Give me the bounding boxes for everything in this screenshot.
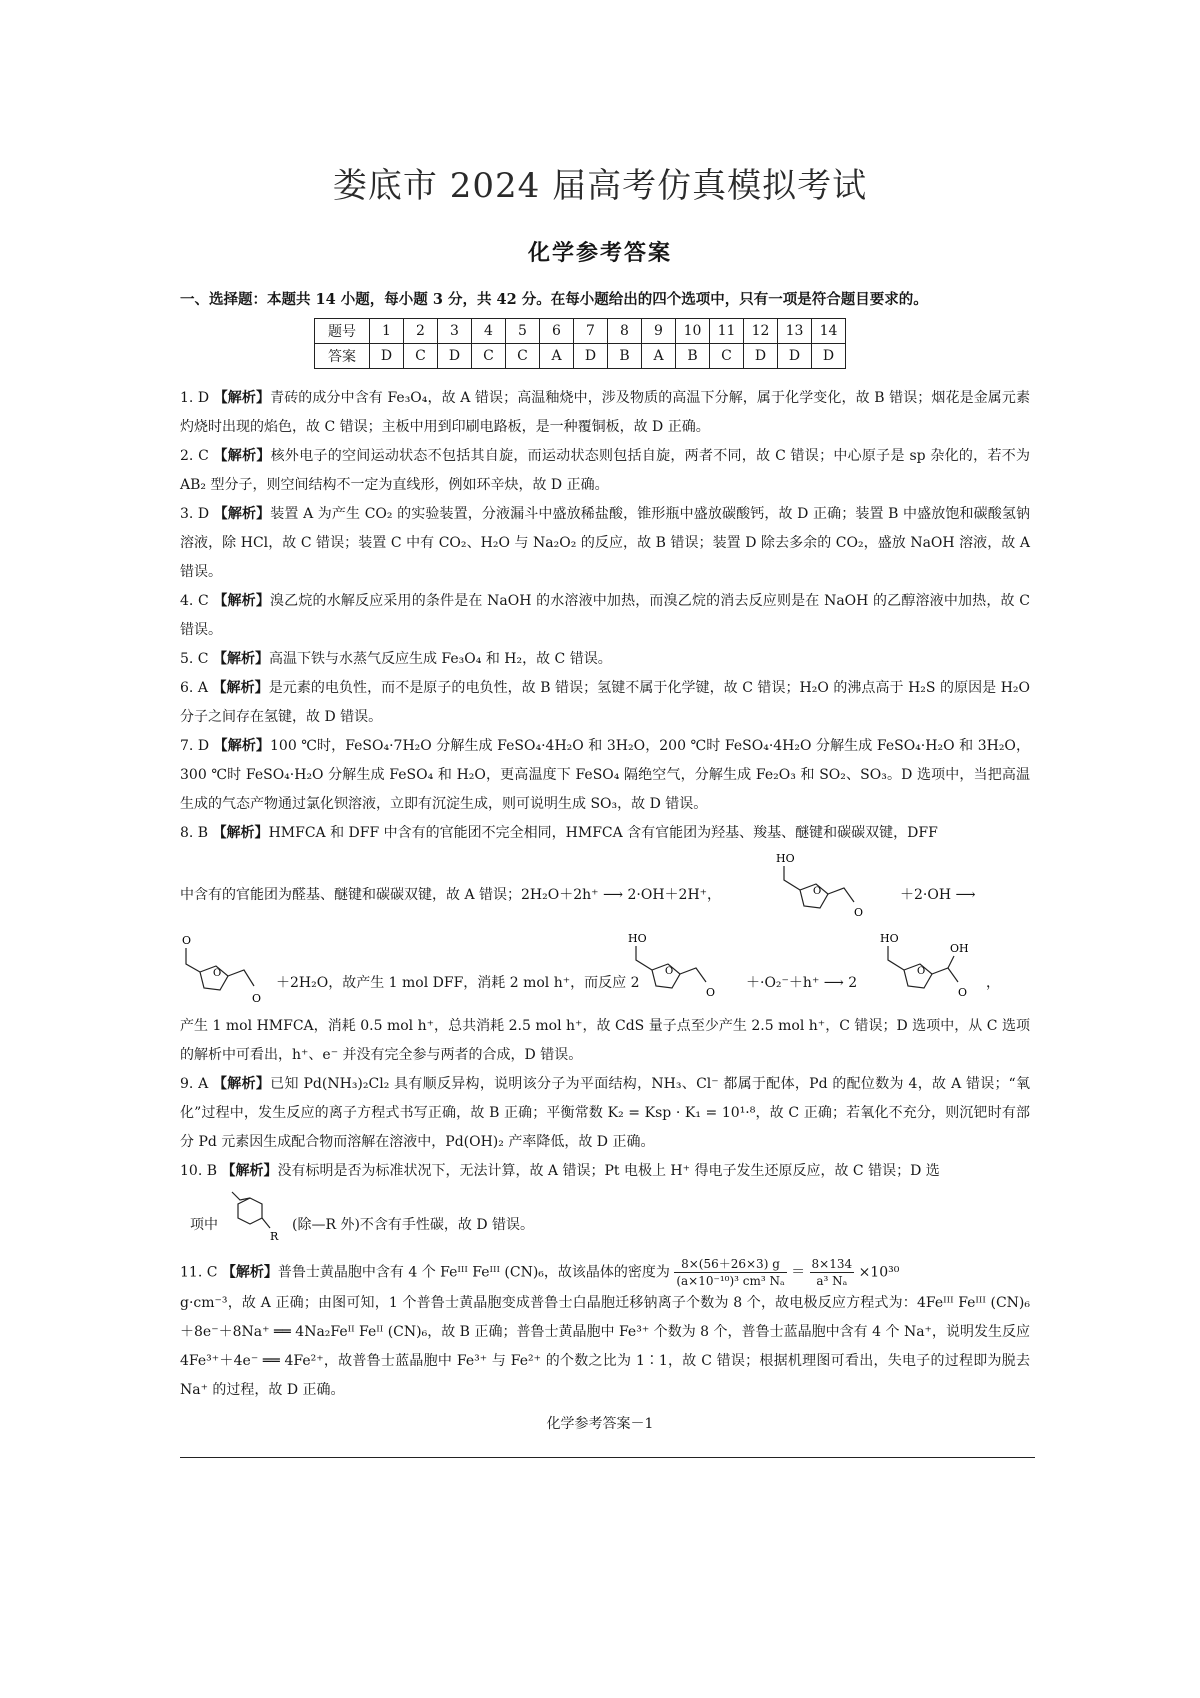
ring-o-label: O: [213, 968, 222, 979]
aldehyde-o-label: O: [706, 986, 716, 999]
question-number-cell: 6: [540, 319, 574, 344]
item-text: 溴乙烷的水解反应采用的条件是在 NaOH 的水溶液中加热，而溴乙烷的消去反应则是在 NaOH 的乙醇溶液中加热，故 C 错误。: [180, 593, 1031, 638]
row-label: 答案: [315, 344, 370, 369]
section-heading: 一、选择题：本题共 14 小题，每小题 3 分，共 42 分。在每小题给出的四个选项中，只有一项是符合题目要求的。: [180, 291, 928, 308]
question-number-cell: 1: [370, 319, 404, 344]
question-number-cell: 14: [812, 319, 846, 344]
page-footer: 化学参考答案－1: [546, 1416, 654, 1432]
answer-subtitle: 化学参考答案: [527, 240, 672, 266]
answer-cell: C: [472, 344, 506, 369]
item-head: 5. C: [180, 651, 209, 667]
fraction-numerator: 8×134: [811, 1257, 853, 1271]
analysis-tag: 【解析】: [212, 1076, 271, 1092]
density-fraction-1: [674, 1256, 786, 1289]
fraction-numerator: 8×(56＋26×3) g: [674, 1256, 786, 1273]
reaction-text: ＋2H₂O，故产生 1 mol DFF，消耗 2 mol h⁺，而反应 2: [276, 975, 640, 991]
equals-sign: ＝: [791, 1264, 806, 1281]
answer-cell: D: [438, 344, 472, 369]
answer-cell: B: [608, 344, 642, 369]
question-number-cell: 12: [744, 319, 778, 344]
item-text: HMFCA 和 DFF 中含有的官能团不完全相同，HMFCA 含有官能团为羟基、羧基、醚键和碳碳双键，DFF: [268, 825, 938, 841]
hmf-structure: [622, 930, 732, 1010]
reaction-line-1: [180, 850, 1030, 922]
aldehyde-o-label: O: [252, 992, 262, 1005]
answer-cell: A: [642, 344, 676, 369]
footer-rule: [180, 1457, 1035, 1458]
reaction-text: (除—R 外)不含有手性碳，故 D 错误。: [292, 1217, 535, 1233]
reaction-text: 项中: [190, 1217, 218, 1233]
answer-cell: D: [574, 344, 608, 369]
answer-cell: D: [370, 344, 404, 369]
answer-cell: B: [676, 344, 710, 369]
ring-o-label: O: [665, 966, 674, 977]
question-number-cell: 8: [608, 319, 642, 344]
item-head: 8. B: [180, 825, 209, 841]
answer-cell: C: [710, 344, 744, 369]
fraction-denominator: a³ Nₐ: [816, 1274, 848, 1288]
explanation-item: [180, 645, 1030, 674]
item-head: 6. A: [180, 680, 208, 696]
question-number-cell: 5: [506, 319, 540, 344]
explanation-item: [180, 1070, 1030, 1157]
carboxyl-o-label: O: [958, 986, 968, 999]
r-group-label: R: [270, 1230, 279, 1243]
analysis-tag: 【解析】: [213, 593, 271, 609]
item-head: 1. D: [180, 390, 210, 406]
explanation-item: [180, 500, 1030, 587]
analysis-tag: 【解析】: [212, 651, 269, 667]
question-number-cell: 10: [676, 319, 710, 344]
ring-o-label: O: [917, 966, 926, 977]
explanation-item: [180, 442, 1030, 500]
carboxyl-oh-label: OH: [950, 942, 969, 955]
number-row: [315, 319, 846, 344]
answer-cell: D: [744, 344, 778, 369]
question-number-cell: 7: [574, 319, 608, 344]
ho-label: HO: [628, 932, 647, 945]
item-head: 11. C: [180, 1264, 218, 1281]
answer-cell: A: [540, 344, 574, 369]
row-label: 题号: [315, 319, 370, 344]
item-text: 核外电子的空间运动状态不包括其自旋，而运动状态则包括自旋，两者不同，故 C 错误；中心原子是 sp 杂化的，若不为 AB₂ 型分子，则空间结构不一定为直线形，例如环辛炔，故 D 正确。: [180, 448, 1030, 493]
item-text: 青砖的成分中含有 Fe₃O₄，故 A 错误；高温釉烧中，涉及物质的高温下分解，属于化学变化，故 B 错误；烟花是金属元素灼烧时出现的焰色，故 C 错误；主板中用到印刷电路板，是一种覆铜板，故 D 正确。: [180, 390, 1030, 435]
item-11-text: g·cm⁻³，故 A 正确；由图可知，1 个普鲁士黄晶胞变成普鲁士白晶胞迁移钠离子个数为 8 个，故电极反应方程式为：4Feᴵᴵᴵ Feᴵᴵᴵ (CN)₆＋8e⁻＋8Na⁺ ══ 4Na₂Feᴵᴵ Feᴵᴵ (CN)₆，故 B 正确；普鲁士黄晶胞中 Fe³⁺ 个数为 8 个，普鲁士蓝晶胞中含有 4 个 Na⁺，说明发生反应 4Fe³⁺＋4e⁻ ══ 4Fe²⁺，故普鲁士蓝晶胞中 Fe³⁺ 与 Fe²⁺ 的个数之比为 1∶1，故 C 错误；根据机理图可看出，失电子的过程即为脱去 Na⁺ 的过程，故 D 正确。: [180, 1295, 1030, 1398]
analysis-tag: 【解析】: [213, 448, 271, 464]
question-number-cell: 3: [438, 319, 472, 344]
analysis-tag: 【解析】: [213, 390, 271, 406]
explanation-item: [180, 587, 1030, 645]
item-head: 3. D: [180, 506, 210, 522]
hmfca-structure: [874, 930, 994, 1010]
answer-row: [315, 344, 846, 369]
item-text: 已知 Pd(NH₃)₂Cl₂ 具有顺反异构，说明该分子为平面结构，NH₃、Cl⁻ 都属于配体，Pd 的配位数为 4，故 A 错误；“氧化”过程中，发生反应的离子方程式书写正确，故 B 正确；平衡常数 K₂ = Ksp · K₁ = 10¹·⁸，故 C 正确；若氧化不充分，则沉钯时有部分 Pd 元素因生成配合物而溶解在溶液中，Pd(OH)₂ 产率降低，故 D 正确。: [180, 1076, 1031, 1150]
ho-label: HO: [880, 932, 899, 945]
hmf-structure: [770, 850, 890, 922]
explanation-item: [180, 1157, 1030, 1186]
fraction-denominator: (a×10⁻¹⁰)³ cm³ Nₐ: [676, 1274, 785, 1288]
question-number-cell: 9: [642, 319, 676, 344]
explanation-item: [180, 732, 1030, 819]
answer-cell: C: [506, 344, 540, 369]
analysis-tag: 【解析】: [213, 738, 271, 754]
item-text: 100 ℃时，FeSO₄·7H₂O 分解生成 FeSO₄·4H₂O 和 3H₂O，200 ℃时 FeSO₄·4H₂O 分解生成 FeSO₄·H₂O 和 3H₂O，300 ℃时 FeSO₄·H₂O 分解生成 FeSO₄ 和 H₂O，更高温度下 FeSO₄ 隔绝空气，分解生成 Fe₂O₃ 和 SO₂、SO₃。D 选项中，当把高温生成的气态产物通过氯化钡溶液，立即有沉淀生成，则可说明生成 SO₃，故 D 错误。: [180, 738, 1030, 812]
explanations: [180, 384, 1030, 1405]
answer-cell: C: [404, 344, 438, 369]
reaction-text: ＋2·OH ⟶: [900, 887, 976, 903]
item-text: 高温下铁与水蒸气反应生成 Fe₃O₄ 和 H₂，故 C 错误。: [268, 651, 612, 667]
dff-structure: [180, 930, 280, 1010]
explanation-item: [180, 674, 1030, 732]
analysis-tag: 【解析】: [213, 506, 271, 522]
explanation-item: [180, 819, 1030, 848]
item-head: 10. B: [180, 1163, 218, 1179]
ho-label: HO: [776, 852, 795, 865]
question-number-cell: 13: [778, 319, 812, 344]
power-factor: ×10³⁰: [858, 1264, 900, 1281]
styrene-r-structure: [222, 1188, 292, 1252]
ring-o-label: O: [813, 886, 822, 897]
item-head: 2. C: [180, 448, 209, 464]
analysis-tag: 【解析】: [221, 1264, 278, 1281]
analysis-tag: 【解析】: [212, 825, 269, 841]
item-8-rest: 产生 1 mol HMFCA，消耗 0.5 mol h⁺，总共消耗 2.5 mol h⁺，故 CdS 量子点至少产生 2.5 mol h⁺，C 错误；D 选项中，从 C 选项的解析中可看出，h⁺、e⁻ 并没有完全参与两者的合成，D 错误。: [180, 1018, 1030, 1063]
reaction-text: ，: [986, 975, 1000, 991]
aldehyde-o-label: O: [182, 934, 192, 947]
reaction-text: 中含有的官能团为醛基、醚键和碳碳双键，故 A 错误；2H₂O＋2h⁺ ⟶ 2·OH＋2H⁺，: [180, 887, 722, 903]
question-number-cell: 4: [472, 319, 506, 344]
reaction-line-2: [180, 924, 1030, 1010]
answer-cell: D: [812, 344, 846, 369]
analysis-tag: 【解析】: [221, 1163, 278, 1179]
item-head: 7. D: [180, 738, 210, 754]
item-11: [180, 1256, 1030, 1405]
exam-title: 娄底市 2024 届高考仿真模拟考试: [332, 166, 868, 206]
item-text: 装置 A 为产生 CO₂ 的实验装置，分液漏斗中盛放稀盐酸，锥形瓶中盛放碳酸钙，故 D 正确；装置 B 中盛放饱和碳酸氢钠溶液，除 HCl，故 C 错误；装置 C 中有 CO₂、H₂O 与 Na₂O₂ 的反应，故 B 错误；装置 D 除去多余的 CO₂，盛放 NaOH 溶液，故 A 错误。: [180, 506, 1030, 580]
reaction-text: ＋·O₂⁻＋h⁺ ⟶ 2: [746, 975, 858, 991]
question-number-cell: 2: [404, 319, 438, 344]
item-text: 没有标明是否为标准状况下，无法计算，故 A 错误；Pt 电极上 H⁺ 得电子发生还原反应，故 C 错误；D 选: [277, 1163, 940, 1179]
item-11-line1: 普鲁士黄晶胞中含有 4 个 Feᴵᴵᴵ Feᴵᴵᴵ (CN)₆，故该晶体的密度为: [277, 1264, 670, 1281]
aldehyde-o-label: O: [854, 906, 864, 919]
item-10-structure-row: [180, 1188, 1030, 1252]
density-fraction-2: [810, 1256, 855, 1289]
answer-table: [314, 318, 846, 369]
answer-cell: D: [778, 344, 812, 369]
item-text: 是元素的电负性，而不是原子的电负性，故 B 错误；氢键不属于化学键，故 C 错误；H₂O 的沸点高于 H₂S 的原因是 H₂O 分子之间存在氢键，故 D 错误。: [180, 680, 1031, 725]
question-number-cell: 11: [710, 319, 744, 344]
analysis-tag: 【解析】: [212, 680, 269, 696]
item-head: 9. A: [180, 1076, 209, 1092]
item-head: 4. C: [180, 593, 209, 609]
explanation-item: [180, 384, 1030, 442]
